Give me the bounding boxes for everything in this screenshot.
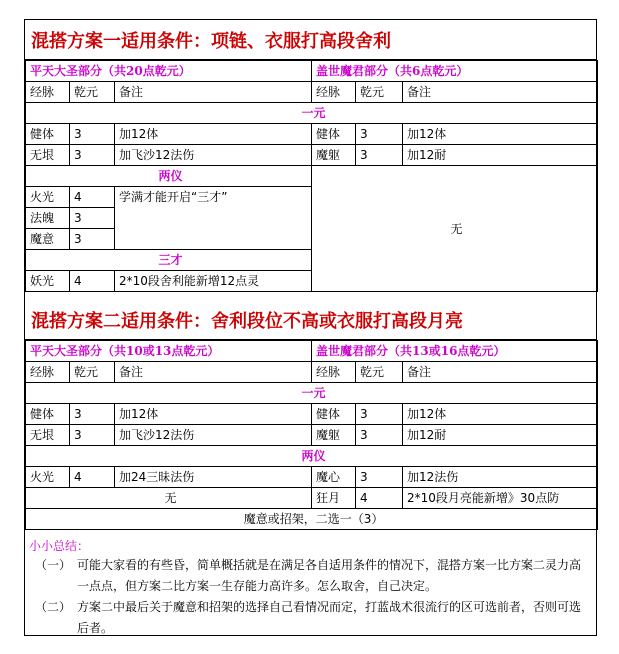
- note: 加24三昧法伤: [115, 467, 312, 488]
- col-qianyuan: 乾元: [356, 362, 403, 383]
- plan2-right-header: 盖世魔君部分（共13或16点乾元）: [312, 341, 598, 362]
- qianyuan-value: 3: [70, 208, 115, 229]
- qianyuan-value: 3: [70, 124, 115, 145]
- summary-title: 小小总结：: [29, 539, 90, 553]
- meridian-name: 法魄: [26, 208, 70, 229]
- col-meridian: 经脉: [26, 82, 70, 103]
- summary-item-text: 可能大家看的有些昏，简单概括就是在满足各自适用条件的情况下，混搭方案一比方案二灵力高一点点，但方案二比方案一生存能力高许多。怎么取舍，自己决定。: [77, 558, 582, 593]
- table-row: [26, 488, 598, 509]
- col-qianyuan: 乾元: [70, 82, 115, 103]
- qianyuan-value: 3: [356, 145, 403, 166]
- section-liangyi: 两仪: [26, 446, 598, 467]
- note: 加飞沙12法伤: [115, 145, 312, 166]
- note: 加12体: [115, 124, 312, 145]
- choice-row: 魔意或招架，二选一（3）: [26, 509, 598, 530]
- meridian-name: 火光: [26, 467, 70, 488]
- col-note: 备注: [115, 362, 312, 383]
- table-row: [26, 425, 598, 446]
- plan2-table: [25, 340, 598, 530]
- left-none-cell: 无: [26, 488, 312, 509]
- col-note: 备注: [115, 82, 312, 103]
- meridian-name: 魔躯: [312, 145, 356, 166]
- qianyuan-value: 4: [356, 488, 403, 509]
- meridian-name: 健体: [312, 404, 356, 425]
- qianyuan-value: 3: [70, 229, 115, 250]
- meridian-name: 无垠: [26, 425, 70, 446]
- meridian-name: 妖光: [26, 271, 70, 292]
- meridian-name: 健体: [26, 404, 70, 425]
- note: 加12体: [115, 404, 312, 425]
- plan1-left-header: 平天大圣部分（共20点乾元）: [26, 61, 312, 82]
- section-yiyuan: 一元: [26, 383, 598, 404]
- qianyuan-value: 3: [70, 404, 115, 425]
- note: 加12耐: [403, 425, 598, 446]
- plan2-left-header: 平天大圣部分（共10或13点乾元）: [26, 341, 312, 362]
- plan2-title: 混搭方案二适用条件：舍利段位不高或衣服打高段月亮: [25, 300, 596, 340]
- summary-item-number: （二）: [35, 600, 72, 614]
- qianyuan-value: 3: [356, 404, 403, 425]
- qianyuan-value: 4: [70, 187, 115, 208]
- right-none-cell: 无: [312, 166, 598, 292]
- meridian-name: 魔意: [26, 229, 70, 250]
- col-meridian: 经脉: [26, 362, 70, 383]
- section-liangyi: 两仪: [26, 166, 312, 187]
- qianyuan-value: 3: [356, 425, 403, 446]
- section-sancai: 三才: [26, 250, 312, 271]
- note: 加飞沙12法伤: [115, 425, 312, 446]
- table-row: [26, 124, 598, 145]
- meridian-name: 魔躯: [312, 425, 356, 446]
- table-row: [26, 467, 598, 488]
- qianyuan-value: 3: [356, 124, 403, 145]
- col-meridian: 经脉: [312, 82, 356, 103]
- col-note: 备注: [403, 82, 598, 103]
- section-yiyuan: 一元: [26, 103, 598, 124]
- meridian-name: 无垠: [26, 145, 70, 166]
- col-qianyuan: 乾元: [70, 362, 115, 383]
- col-qianyuan: 乾元: [356, 82, 403, 103]
- qianyuan-value: 4: [70, 467, 115, 488]
- qianyuan-value: 3: [70, 145, 115, 166]
- col-meridian: 经脉: [312, 362, 356, 383]
- summary-item-number: （一）: [35, 558, 72, 572]
- summary-item-text: 方案二中最后关于魔意和招架的选择自己看情况而定，打蓝战术很流行的区可选前者，否则可选后者。: [77, 600, 582, 635]
- qianyuan-value: 4: [70, 271, 115, 292]
- plan1-right-header: 盖世魔君部分（共6点乾元）: [312, 61, 598, 82]
- meridian-name: 火光: [26, 187, 70, 208]
- note: 加12体: [403, 124, 598, 145]
- meridian-name: 狂月: [312, 488, 356, 509]
- plan1-title: 混搭方案一适用条件：项链、衣服打高段舍利: [25, 20, 596, 60]
- note: 2*10段舍利能新增12点灵: [115, 271, 312, 292]
- meridian-name: 魔心: [312, 467, 356, 488]
- note: 加12耐: [403, 145, 598, 166]
- table-row: [26, 145, 598, 166]
- col-note: 备注: [403, 362, 598, 383]
- qianyuan-value: 3: [70, 425, 115, 446]
- note: 2*10段月亮能新增》30点防: [403, 488, 598, 509]
- table-row: [26, 404, 598, 425]
- plan1-table: [25, 60, 598, 292]
- summary: [25, 531, 596, 635]
- meridian-name: 健体: [26, 124, 70, 145]
- note: 加12体: [403, 404, 598, 425]
- meridian-name: 健体: [312, 124, 356, 145]
- qianyuan-value: 3: [356, 467, 403, 488]
- liangyi-note: 学满才能开启“三才”: [115, 187, 312, 250]
- note: 加12法伤: [403, 467, 598, 488]
